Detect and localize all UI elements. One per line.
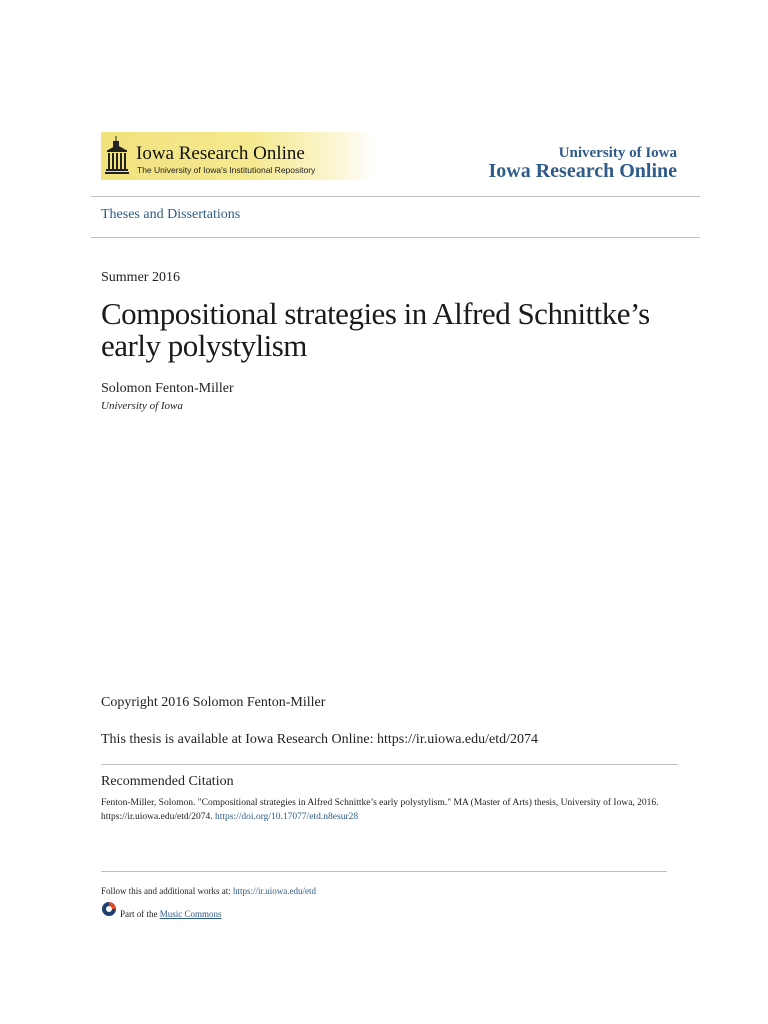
doi-link[interactable]: https://doi.org/10.17077/etd.n8esur28: [215, 811, 359, 822]
citation-text: [101, 797, 667, 824]
follow-link[interactable]: https://ir.uiowa.edu/etd: [233, 886, 316, 896]
institution-name[interactable]: University of Iowa: [558, 145, 677, 161]
repository-name[interactable]: Iowa Research Online: [488, 160, 677, 182]
citation-body: Fenton-Miller, Solomon. "Compositional strategies in Alfred Schnittke’s early polystylism." MA (Master of Arts) thesis, University of Iowa, 2016.: [101, 798, 659, 808]
logo-subtitle: The University of Iowa's Institutional Repository: [137, 165, 316, 175]
author-affiliation: University of Iowa: [101, 400, 183, 412]
old-capitol-building-icon: [104, 136, 130, 176]
follow-text: Follow this and additional works at:: [101, 886, 231, 896]
author-name: Solomon Fenton-Miller: [101, 381, 234, 396]
citation-heading: Recommended Citation: [101, 774, 234, 789]
part-of-text: Part of the: [120, 909, 158, 919]
copyright-notice: Copyright 2016 Solomon Fenton-Miller: [101, 695, 326, 710]
header-divider: [91, 196, 700, 197]
footer-divider: [101, 871, 667, 872]
citation-divider: [101, 764, 678, 765]
document-title: Compositional strategies in Alfred Schnittke’s early polystylism: [101, 296, 650, 363]
collection-link[interactable]: Theses and Dissertations: [101, 207, 241, 222]
logo-title: Iowa Research Online: [136, 143, 305, 164]
availability-statement: This thesis is available at Iowa Research Online: https://ir.uiowa.edu/etd/2074: [101, 732, 539, 747]
music-commons-link[interactable]: Music Commons: [159, 909, 222, 919]
commons-network-icon: [100, 900, 118, 918]
citation-url: https://ir.uiowa.edu/etd/2074.: [101, 811, 213, 822]
part-of-line: [120, 909, 222, 919]
follow-line: [101, 886, 316, 896]
publication-date: Summer 2016: [101, 270, 180, 285]
collection-divider: [91, 237, 700, 238]
